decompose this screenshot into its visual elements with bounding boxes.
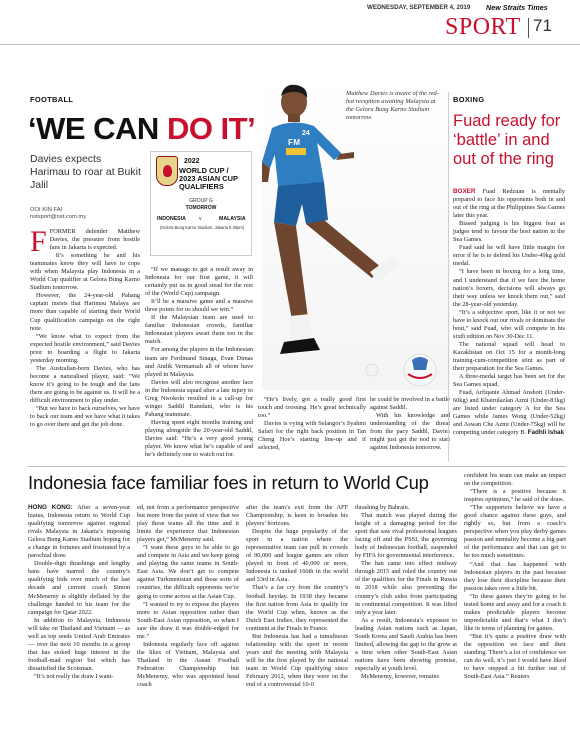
- section-title: SPORT: [445, 14, 521, 40]
- dateline: HONG KONG:: [28, 504, 73, 511]
- football-p2-2: It’ll be a massive game and a massive three points for us should we win.”: [145, 298, 253, 314]
- boxing-kicker: BOXING: [453, 95, 485, 104]
- badge-group: GROUP G: [189, 198, 213, 204]
- world-p3-2: Despite the huge popularity of the sport in a nation where the representative team can pull in crowds of 90,000 and league games are often played in front of 40,000 or more, Indonesia is ranked 160th in the world and 33rd in Asia.: [246, 528, 348, 584]
- world-p5-6: “But it’s quite a positive draw with the opposition we face and their standing. There’s a lot of confidence we can do well, it’s just I would have liked to have stepped a bit further out of South-East Asia.” Reuters: [464, 632, 566, 681]
- world-signoff: Reuters: [510, 673, 530, 681]
- byline-email: nstsport@nst.com.my: [30, 214, 87, 220]
- world-p5-5: “In these games they’re going to be tested home and away and for a coach it makes predictable players become unpredictable and that’s what I don’t like in terms of planning for games.: [464, 592, 566, 632]
- boxing-p5: “It’s a subjective sport, like it or not we have to knock out our rivals or dominate the bout,” said Fuad, who will compete in his sixth edition on Nov 30-Dec 11.: [453, 308, 565, 340]
- football-col4: [370, 396, 450, 452]
- world-p1-3: In addition to Malaysia, Indonesia will take on Thailand and Vietnam — as well as top seeds United Arab Emirates — over the next 10 months in a group that has stoked huge interest in the football-mad region but which has dissatisfied the Scotsman.: [28, 616, 130, 672]
- world-p2-2: “I want these guys to be able to go and compete in Asia and we keep going and playing the same teams in South-East Asia. We don’t get to compete against Turkmenistan and those sorts of countries, the difficult opponents we’re going to come across at the Asian Cup.: [137, 544, 239, 600]
- football-p1-2: It’s something he and his teammates know they will have to cope with when Malaysia play Indonesia in a World Cup qualifier at Gelora Bung Karno Stadium tomorrow.: [30, 252, 140, 292]
- football-col1: [30, 225, 140, 429]
- page-number: 71: [533, 16, 552, 35]
- world-p4-4: As a result, Indonesia’s exposure to leading Asian nations such as Japan, South Korea and Saudi Arabia has been limited, allowing the gap to the grow at a time when other South-East Asian nations have been showing promise, especially at youth level.: [355, 616, 457, 672]
- badge-vs: v: [199, 216, 202, 222]
- football-p2-3: If the Malaysian team are used to familiar Indonesian crowds, familiar Indonesian players await them too in the match.: [145, 314, 253, 346]
- world-col4: [355, 504, 457, 681]
- football-p4-1: he could be involved in a battle against Saddil.: [370, 396, 450, 412]
- world-col2: [137, 504, 239, 689]
- boxing-p6: The national squad will head to Kazakhstan on Oct 15 for a month-long training-cum-competition stint as part of their preparation for the Sea Games.: [453, 340, 565, 373]
- section-rule: [28, 466, 566, 467]
- football-p3-2: Davies is vying with Selangor’s Syahmi Safari for the right back position in Tan Cheng Hoe’s starting line-up and if selected,: [258, 420, 366, 452]
- badge-title: WORLD CUP /: [179, 166, 229, 175]
- photo-caption: Matthew Davies is aware of the red-hot reception awaiting Malaysia at the Gelora Bung Karno Stadium tomorrow.: [346, 90, 439, 121]
- headline-part2: DO IT’: [166, 111, 256, 146]
- football-p2-6: Having spent eight months training and playing alongside the 20-year-old Saddil, Davies said: “He’s a very good young player. We know what he’s capable of and he’s definitely one to watch out for.: [145, 418, 253, 459]
- world-p3-1: after the team’s exit from the AFF Championship, is keen to broaden his players’ horizons.: [246, 504, 348, 528]
- football-p4-2: With his knowledge and understanding of the threat from the pacy Saddil, Davies might just get the nod to start against Indonesia tomorrow.: [370, 412, 450, 452]
- masthead-divider: [528, 18, 529, 38]
- player-photo: [262, 78, 450, 390]
- boxing-p3: Fuad said he will have little margin for error if he is to defend his Under-49kg gold medal.: [453, 244, 565, 268]
- world-p3-4: But Indonesia has had a tumultuous relationship with the sport in recent years and the meeting with Malaysia will be the first played by the national team in World Cup qualifying since February 2012, when they were on the end of a controversial 10-0: [246, 632, 348, 689]
- badge-qualifiers: QUALIFIERS: [179, 182, 224, 191]
- boxing-divider: [448, 92, 449, 462]
- football-p2-1: “If we manage to get a result away in Indonesia for our first game, it will certainly put us in good stead for the rest of the (World Cup) campaign.: [145, 266, 253, 298]
- headline-part1: ‘WE CAN: [28, 111, 167, 146]
- boxing-signoff: Fadhli Ishak: [527, 429, 565, 437]
- football-p1-4: “We know what to expect from the expected hostile environment,” said Davies prior to boarding a flight to Jakarta yesterday morning.: [30, 332, 140, 364]
- football-kicker: FOOTBALL: [30, 95, 74, 104]
- shirt-number: 24: [302, 130, 310, 137]
- badge-when: TOMORROW: [185, 205, 217, 211]
- world-col5: [464, 472, 566, 681]
- drop-cap: F: [30, 225, 47, 258]
- boxing-p7: A three-medal target has been set for the Sea Games squad.: [453, 373, 565, 389]
- football-p1-6: “But we have to back ourselves, we have to back our team and we have what it takes to go over there and get the job done.: [30, 405, 140, 429]
- world-headline: Indonesia face familiar foes in return to World Cup: [28, 472, 429, 493]
- fixture-badge: [150, 151, 252, 256]
- football-headline: [28, 111, 255, 147]
- football-p2-5: Davies will also recognise another face in the Indonesia squad after a late injury to Greg Nwokolo resulted in a call-up for winger Saddil Ramdani, who is his Pahang teammate.: [145, 378, 253, 418]
- masthead: [0, 0, 580, 46]
- badge-emblem: [156, 156, 178, 186]
- boxing-p2: Biased judging is his biggest fear as judges tend to favour the host nation in the Sea Games.: [453, 220, 565, 244]
- badge-year: 2022: [184, 158, 200, 165]
- world-p5-2: “There is a positive because it inspires optimism,” he said of the draw.: [464, 488, 566, 504]
- football-p2-4: For among the players in the Indonesian team are Ferdinand Sinaga, Evan Dimas and Andik Vermansah all of whom have played in Malaysia.: [145, 346, 253, 378]
- boxing-p4: “I have been in boxing for a long time, and I understand that if we face the home nation’s boxers, decisions will always go their way unless we knock them out,” said the 28-year-old yesterday.: [453, 268, 565, 308]
- football-p3-1: “He’s lively, got a really good first touch and crossing. He’s great technically too.”: [258, 396, 366, 420]
- world-p4-5: McMenemy, however, remains: [361, 672, 440, 680]
- boxing-lead: BOXER: [453, 188, 476, 195]
- world-p5-3: “The supporters believe we have a good chance against these guys, and rightly so, but from a coach’s perspective when you play derby games passion and mentality become a big part of the performance and that can get to be too much sometimes.: [464, 504, 566, 560]
- byline: [30, 207, 86, 221]
- badge-subtitle: 2023 ASIAN CUP: [179, 174, 238, 183]
- boxing-body: [453, 188, 565, 437]
- world-p4-3: The ban came into effect midway through 2015 and ruled the country out of the qualifiers for the Finals in Russia in 2018 while also preventing the country’s club sides from participating in continental competition. It was lifted only a year later.: [355, 560, 457, 616]
- world-col3: [246, 504, 348, 689]
- badge-venue: (Gelora Bung Karno Stadium, Jakarta 8.30pm): [159, 225, 245, 230]
- badge-team2: MALAYSIA: [219, 216, 246, 222]
- masthead-brand: New Straits Times: [486, 3, 548, 12]
- world-col1: [28, 504, 130, 681]
- boxing-p8: Fuad, Arfiqanie Ahmad Anshori (Under-60kg) and Khairulazlan Azmi (Under-81kg) are listed under category A for the Sea Games while James Wong (Under-52kg) and Aswan Che Azmi (Under-75kg) will be competing under category B. Fadhli Ishak: [453, 389, 565, 437]
- boxing-p1: BOXER Fuad Redzuan is mentally prepared to face his opponents both in and out of the ring at the Philippines Sea Games later this year.: [453, 188, 565, 220]
- world-p4-1: thrashing by Bahrain.: [355, 504, 410, 511]
- world-p5-4: “And that has happened with Indonesian players in the past because they lose their discipline because their passion takes over a little bit.: [464, 560, 566, 592]
- player-photo-svg: [262, 78, 450, 390]
- world-p5-1: confident his team can make an impact on the competition.: [464, 472, 566, 488]
- football-deck: Davies expects Harimau to roar at Bukit Jalil: [30, 153, 141, 191]
- world-p3-3: That’s a far cry from the country’s football heyday. In 1938 they became the first nation from Asia to qualify for the World Cup when, known as the Dutch East Indies, they represented the continent at the Finals in France.: [246, 584, 348, 632]
- football-p1-1: FFORMER defender Matthew Davies, the pressure from hostile fans in Jakarta is expected.: [30, 225, 140, 258]
- world-p2-1: ed, not from a performance perspective but more from the point of view that we play these teams all the time and it limits the experience that Indonesian players get,” McMenemy said.: [137, 504, 239, 544]
- world-p1-4: “It’s not really the draw I want-: [34, 672, 114, 680]
- masthead-rule: [0, 44, 580, 45]
- byline-name: OOI KIN FAI: [30, 207, 63, 213]
- boxing-headline: Fuad ready for ‘battle’ in and out of the ring: [453, 112, 561, 168]
- world-p2-3: “I wanted to try to expose the players more to Asian opposition rather than South-East Asian opposition, so when I saw the draw it was double-edged for me.”: [137, 600, 239, 640]
- football-col3: [258, 396, 366, 452]
- world-p1-2: Double-digit thrashings and lengthy bans have marred the country’s qualifying bids over much of the last decade and current coach Simon McMenemy is slightly deflated by the challenge handed to his team for the campaign for Qatar 2022.: [28, 560, 130, 616]
- football-col2: [145, 266, 253, 459]
- badge-team1: INDONESIA: [157, 216, 186, 222]
- world-p1-1: HONG KONG: After a seven-year hiatus, Indonesia return to World Cup qualifying tomorrow against regional rivals Malaysia in Jakarta’s imposing Gelora Bung Karno Stadium hoping for a change in fortunes and frustrated by a parochial draw.: [28, 504, 130, 560]
- masthead-date: WEDNESDAY, SEPTEMBER 4, 2019: [367, 4, 471, 11]
- shirt-sponsor: FM: [288, 138, 301, 147]
- world-p4-2: That match was played during the height of a damaging period for the sport that saw rival professional leagues facing off and the PSSI, the governing body of Indonesian football, suspended by FIFA for governmental interference.: [355, 512, 457, 560]
- world-p2-4: Indonesia regularly face off against the likes of Vietnam, Malaysia and Thailand in the Asean Football Federation Championship but McMenemy, who was appointed head coach: [137, 640, 239, 689]
- football-p1-3: However, the 24-year-old Pahang captain insists that Harimau Malaya are more than capable of starting their World Cup qualification campaign on the right note.: [30, 292, 140, 332]
- football-p1-5: The Australian-born Davies, who has become a naturalised player, said: “We know it’s going to be tough and the fans there are going to be against us. It will be a difficult environment to play under.: [30, 364, 140, 404]
